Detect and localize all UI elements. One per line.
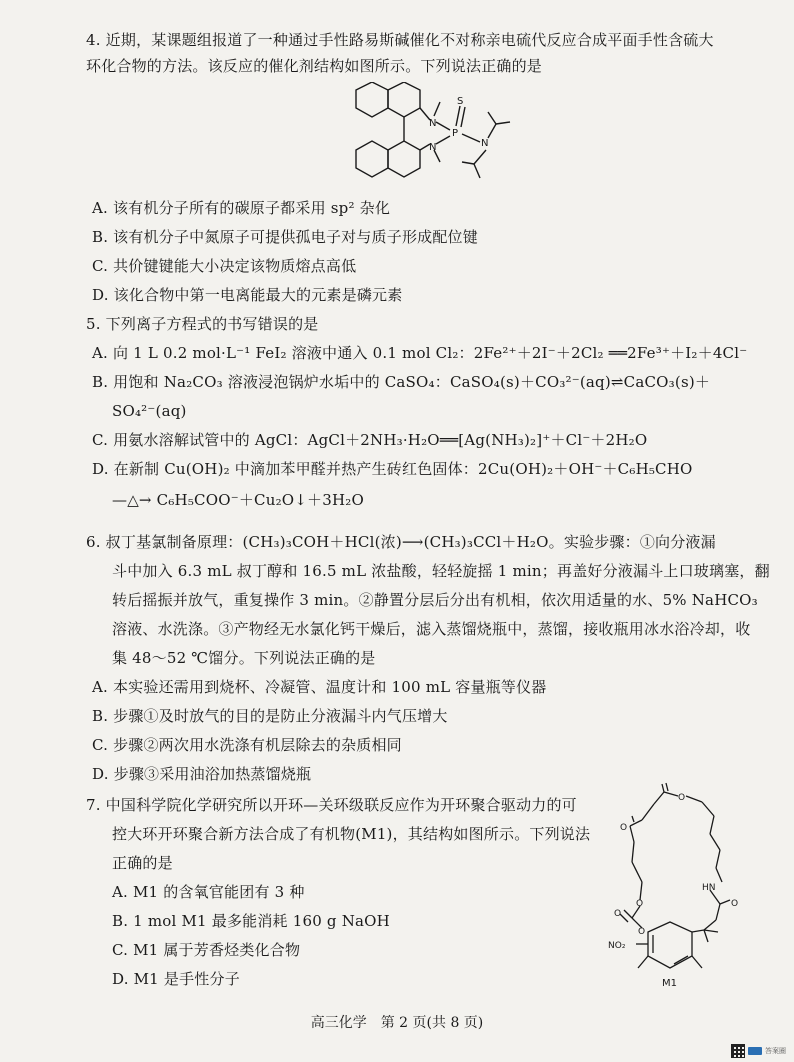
q7-atom-o-carbonate: O [636,899,644,909]
q6-option-d: D. 步骤③采用油浴加热蒸馏烧瓶 [92,765,312,783]
q4-option-c: C. 共价键键能大小决定该物质熔点高低 [92,257,357,275]
q4-atom-p: P [452,128,459,139]
q4-atom-n-lower: N [429,142,437,153]
q7-atom-o-top: O [678,793,686,803]
q5-option-d-line-1: D. 在新制 Cu(OH)₂ 中滴加苯甲醛并热产生砖红色固体：2Cu(OH)₂＋OH⁻＋C₆H₅CHO [92,460,693,478]
q5-option-d-line-2: —△→ C₆H₅COO⁻＋Cu₂O↓＋3H₂O [112,491,364,509]
q7-stem-line-2: 控大环开环聚合新方法合成了有机物(M1)，其结构如图所示。下列说法 [112,825,591,843]
q6-option-a: A. 本实验还需用到烧杯、冷凝管、温度计和 100 mL 容量瓶等仪器 [92,678,547,696]
brand-text: 答案圈 [765,1047,786,1055]
qr-code-icon [731,1044,745,1058]
watermark-corner [731,1044,786,1058]
q7-atom-hn: HN [702,883,716,893]
q7-atom-o-aryl: O [638,927,646,937]
brand-logo-icon [748,1047,762,1055]
q5-stem: 5. 下列离子方程式的书写错误的是 [86,315,319,333]
q4-option-d: D. 该化合物中第一电离能最大的元素是磷元素 [92,286,403,304]
q6-stem-line-4: 溶液、水洗涤。③产物经无水氯化钙干燥后，滤入蒸馏烧瓶中，蒸馏，接收瓶用冰水浴冷却，收 [112,620,751,638]
q7-option-c: C. M1 属于芳香烃类化合物 [112,941,301,959]
q4-stem-line-2: 环化合物的方法。该反应的催化剂结构如图所示。下列说法正确的是 [86,57,543,75]
q4-catalyst-structure [330,82,540,190]
q4-option-b: B. 该有机分子中氮原子可提供孤电子对与质子形成配位键 [92,228,478,246]
q7-stem-line-1: 7. 中国科学院化学研究所以开环—关环级联反应作为开环聚合驱动力的可 [86,796,577,814]
q4-atom-n-right: N [481,138,489,149]
q6-stem-line-1: 6. 叔丁基氯制备原理：(CH₃)₃COH＋HCl(浓)⟶(CH₃)₃CCl＋H₂O。实验步骤：①向分液漏 [86,533,716,551]
q4-atom-s: S [457,96,464,107]
q4-option-a: A. 该有机分子所有的碳原子都采用 sp² 杂化 [92,199,391,217]
q7-atom-o-carbonyl: O [614,909,622,919]
q7-stem-line-3: 正确的是 [112,854,173,872]
q7-atom-o-left: O [620,823,628,833]
q6-stem-line-5: 集 48～52 ℃馏分。下列说法正确的是 [112,649,376,667]
q7-option-d: D. M1 是手性分子 [112,970,240,988]
page-footer: 高三化学 第 2 页(共 8 页) [310,1015,484,1031]
q7-atom-o-amide: O [731,899,739,909]
q5-option-b-line-1: B. 用饱和 Na₂CO₃ 溶液浸泡锅炉水垢中的 CaSO₄：CaSO₄(s)＋CO₃²⁻(aq)⇌CaCO₃(s)＋ [92,373,711,391]
q6-stem-line-2: 斗中加入 6.3 mL 叔丁醇和 16.5 mL 浓盐酸，轻轻旋摇 1 min；再盖好分液漏斗上口玻璃塞，翻 [112,562,770,580]
q5-option-b-line-2: SO₄²⁻(aq) [112,402,187,420]
q7-m1-structure [598,782,768,992]
q5-option-a: A. 向 1 L 0.2 mol·L⁻¹ FeI₂ 溶液中通入 0.1 mol Cl₂：2Fe²⁺＋2I⁻＋2Cl₂ ══2Fe³⁺＋I₂＋4Cl⁻ [92,344,748,362]
q7-group-no2: NO₂ [608,941,626,951]
q7-option-a: A. M1 的含氧官能团有 3 种 [112,883,305,901]
q6-option-b: B. 步骤①及时放气的目的是防止分液漏斗内气压增大 [92,707,448,725]
q6-option-c: C. 步骤②两次用水洗涤有机层除去的杂质相同 [92,736,402,754]
q7-compound-name: M1 [662,978,677,989]
q5-option-c: C. 用氨水溶解试管中的 AgCl：AgCl＋2NH₃·H₂O══[Ag(NH₃)₂]⁺＋Cl⁻＋2H₂O [92,431,648,449]
q6-stem-line-3: 转后摇振并放气，重复操作 3 min。②静置分层后分出有机相，依次用适量的水、5% NaHCO₃ [112,591,758,609]
q4-stem-line-1: 4. 近期，某课题组报道了一种通过手性路易斯碱催化不对称亲电硫代反应合成平面手性含硫大 [86,31,714,49]
q4-atom-n-upper: N [429,118,437,129]
q7-option-b: B. 1 mol M1 最多能消耗 160 g NaOH [112,912,390,930]
